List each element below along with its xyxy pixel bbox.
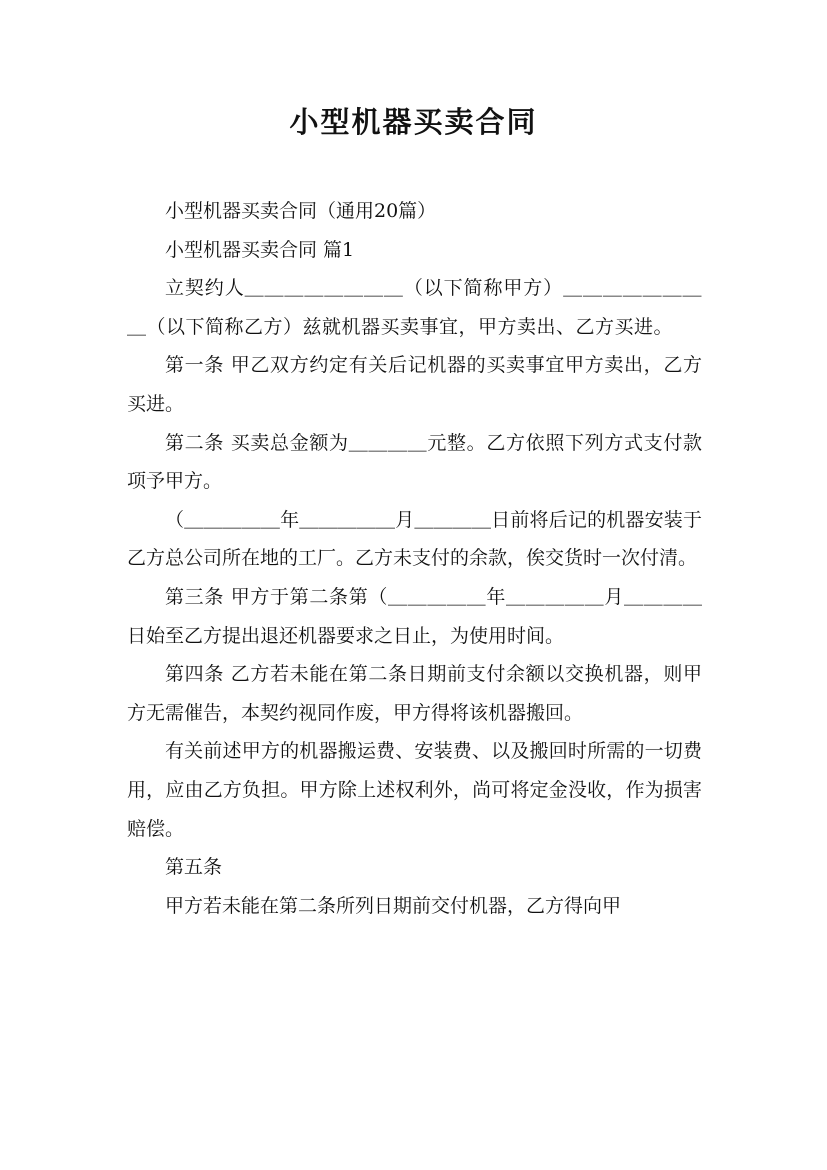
paragraph-article-5-title: 第五条 bbox=[165, 856, 223, 879]
paragraph-heading: 小型机器买卖合同（通用20篇） bbox=[165, 200, 437, 222]
document-body bbox=[127, 192, 702, 925]
paragraph-article-5: 甲方若未能在第二条所列日期前交付机器，乙方得向甲 bbox=[165, 894, 622, 917]
document-title: 小型机器买卖合同 bbox=[289, 105, 538, 139]
paragraph-costs: 有关前述甲方的机器搬运费、安装费、以及搬回时所需的一切费用，应由乙方负担。甲方除上述权利外，尚可将定金没收，作为损害赔偿。 bbox=[127, 740, 702, 840]
paragraph-article-4: 第四条 乙方若未能在第二条日期前支付余额以交换机器，则甲方无需催告，本契约视同作废，甲方得将该机器搬回。 bbox=[127, 663, 702, 724]
paragraph-section-title: 小型机器买卖合同 篇1 bbox=[165, 238, 355, 261]
paragraph-installation-date: （＿＿＿＿＿年＿＿＿＿＿月＿＿＿＿日前将后记的机器安装于乙方总公司所在地的工厂。乙方未支付的余款，俟交货时一次付清。 bbox=[127, 508, 702, 570]
paragraph-article-3: 第三条 甲方于第二条第（＿＿＿＿＿年＿＿＿＿＿月＿＿＿＿日始至乙方提出退还机器要求之日止，为使用时间。 bbox=[127, 585, 702, 647]
paragraph-parties: 立契约人＿＿＿＿＿＿＿＿（以下简称甲方）＿＿＿＿＿＿＿＿（以下简称乙方）兹就机器买卖事宜，甲方卖出、乙方买进。 bbox=[127, 277, 702, 338]
paragraph-article-2: 第二条 买卖总金额为＿＿＿＿元整。乙方依照下列方式支付款项予甲方。 bbox=[127, 431, 702, 493]
paragraph-article-1: 第一条 甲乙双方约定有关后记机器的买卖事宜甲方卖出，乙方买进。 bbox=[127, 354, 702, 415]
